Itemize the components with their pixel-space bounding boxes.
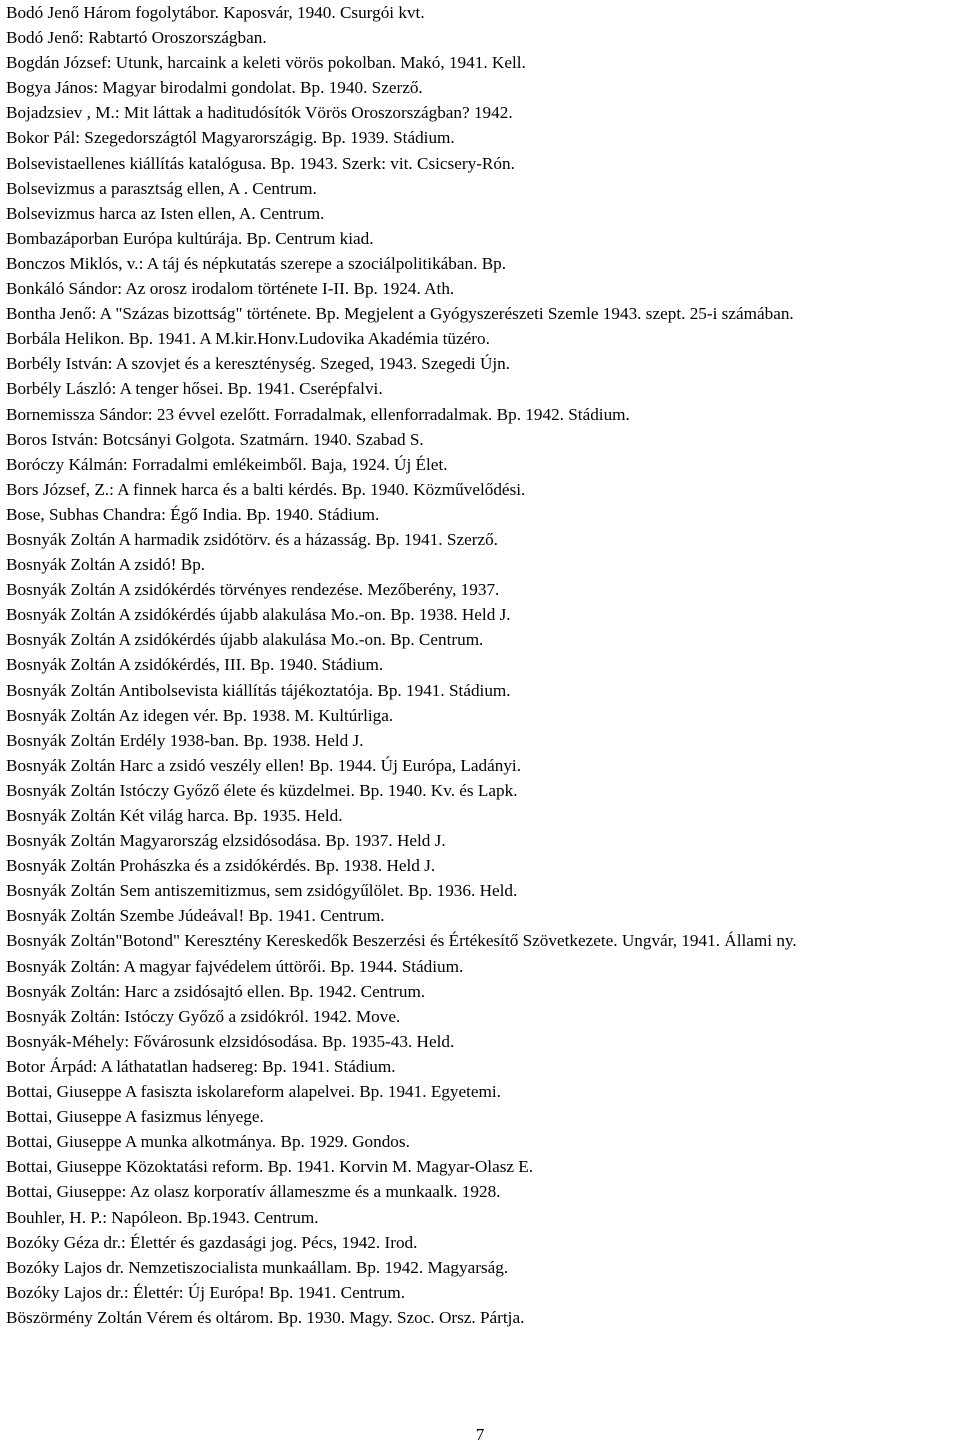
bibliography-entry: Bors József, Z.: A finnek harca és a balti kérdés. Bp. 1940. Közművelődési. [6,479,526,499]
bibliography-entry: Boros István: Botcsányi Golgota. Szatmárn. 1940. Szabad S. [6,429,424,449]
bibliography-entry: Bouhler, H. P.: Napóleon. Bp.1943. Centrum. [6,1207,319,1227]
bibliography-entry: Bolsevizmus harca az Isten ellen, A. Centrum. [6,203,325,223]
bibliography-entry: Bottai, Giuseppe Közoktatási reform. Bp. 1941. Korvin M. Magyar-Olasz E. [6,1157,534,1177]
bibliography-entry: Bontha Jenő: A "Százas bizottság" története. Bp. Megjelent a Gyógyszerészeti Szemle 1943. szept. 25-i számában. [6,304,794,324]
bibliography-entry: Borbély István: A szovjet és a kereszténység. Szeged, 1943. Szegedi Újn. [6,354,511,374]
bibliography-entry: Bodó Jenő: Rabtartó Oroszországban. [6,28,267,48]
bibliography-entry: Bosnyák Zoltán: Istóczy Győző a zsidókról. 1942. Move. [6,1006,401,1026]
bibliography-entry: Bosnyák Zoltán A harmadik zsidótörv. és a házasság. Bp. 1941. Szerző. [6,529,498,549]
bibliography-entry: Bosnyák Zoltán A zsidókérdés újabb alakulása Mo.-on. Bp. Centrum. [6,630,484,650]
bibliography-entry: Bosnyák Zoltán: Harc a zsidósajtó ellen. Bp. 1942. Centrum. [6,981,426,1001]
bibliography-entry: Bonkáló Sándor: Az orosz irodalom története I-II. Bp. 1924. Ath. [6,279,455,299]
bibliography-entry: Bosnyák Zoltán Az idegen vér. Bp. 1938. M. Kultúrliga. [6,705,394,725]
bibliography-entry: Bosnyák Zoltán Két világ harca. Bp. 1935. Held. [6,806,343,825]
bibliography-entry: Bosnyák-Méhely: Fővárosunk elzsidósodása. Bp. 1935-43. Held. [6,1031,455,1051]
bibliography-entry: Bottai, Giuseppe A munka alkotmánya. Bp. 1929. Gondos. [6,1132,410,1152]
bibliography-entry: Bosnyák Zoltán: A magyar fajvédelem úttörői. Bp. 1944. Stádium. [6,956,464,976]
bibliography-entry: Bosnyák Zoltán A zsidó! Bp. [6,555,206,575]
bibliography-entry: Bosnyák Zoltán Magyarország elzsidósodása. Bp. 1937. Held J. [6,831,446,851]
bibliography-entry: Bosnyák Zoltán Istóczy Győző élete és küzdelmei. Bp. 1940. Kv. és Lapk. [6,780,518,800]
page-number: 7 [475,1425,485,1444]
bibliography-entry: Bornemissza Sándor: 23 évvel ezelőtt. Forradalmak, ellenforradalmak. Bp. 1942. Stádium. [6,404,630,424]
bibliography-entry: Bozóky Lajos dr.: Élettér: Új Európa! Bp. 1941. Centrum. [6,1282,406,1302]
bibliography-entry: Bosnyák Zoltán Erdély 1938-ban. Bp. 1938. Held J. [6,730,364,750]
bibliography-entry: Bottai, Giuseppe: Az olasz korporatív állameszme és a munkaalk. 1928. [6,1182,501,1202]
bibliography-entry: Borbély László: A tenger hősei. Bp. 1941. Cserépfalvi. [6,379,383,399]
bibliography-entry: Bosnyák Zoltán A zsidókérdés újabb alakulása Mo.-on. Bp. 1938. Held J. [6,605,511,625]
bibliography-entry: Bolsevistaellenes kiállítás katalógusa. Bp. 1943. Szerk: vit. Csicsery-Rón. [6,153,515,173]
bibliography-entry: Bose, Subhas Chandra: Égő India. Bp. 1940. Stádium. [6,504,380,524]
bibliography-entry: Bottai, Giuseppe A fasizmus lényege. [6,1107,264,1127]
bibliography-list [6,0,958,1330]
bibliography-entry: Bosnyák Zoltán Sem antiszemitizmus, sem zsidógyűlölet. Bp. 1936. Held. [6,881,518,901]
bibliography-entry: Botor Árpád: A láthatatlan hadsereg: Bp. 1941. Stádium. [6,1056,396,1076]
bibliography-entry: Bosnyák Zoltán A zsidókérdés, III. Bp. 1940. Stádium. [6,655,384,675]
bibliography-entry: Bosnyák Zoltán Harc a zsidó veszély ellen! Bp. 1944. Új Európa, Ladányi. [6,755,522,775]
bibliography-entry: Bojadzsiev , M.: Mit láttak a haditudósítók Vörös Oroszországban? 1942. [6,103,513,123]
bibliography-entry: Bokor Pál: Szegedországtól Magyarországig. Bp. 1939. Stádium. [6,128,455,148]
bibliography-entry: Bosnyák Zoltán Antibolsevista kiállítás tájékoztatója. Bp. 1941. Stádium. [6,680,511,700]
bibliography-entry: Bodó Jenő Három fogolytábor. Kaposvár, 1940. Csurgói kvt. [6,3,425,22]
bibliography-entry: Bombazáporban Európa kultúrája. Bp. Centrum kiad. [6,228,374,248]
bibliography-entry: Bogya János: Magyar birodalmi gondolat. Bp. 1940. Szerző. [6,78,423,98]
bibliography-entry: Bolsevizmus a parasztság ellen, A . Centrum. [6,178,317,198]
bibliography-entry: Borbála Helikon. Bp. 1941. A M.kir.Honv.Ludovika Akadémia tüzéro. [6,329,490,349]
bibliography-entry: Bosnyák Zoltán"Botond" Keresztény Kereskedők Beszerzési és Értékesítő Szövetkezete. Ungvár, 1941. Állami ny. [6,931,797,951]
bibliography-entry: Bosnyák Zoltán Szembe Júdeával! Bp. 1941. Centrum. [6,906,385,926]
bibliography-entry: Bozóky Géza dr.: Élettér és gazdasági jog. Pécs, 1942. Irod. [6,1232,418,1252]
bibliography-entry: Böszörmény Zoltán Vérem és oltárom. Bp. 1930. Magy. Szoc. Orsz. Pártja. [6,1307,525,1327]
bibliography-entry: Boróczy Kálmán: Forradalmi emlékeimből. Baja, 1924. Új Élet. [6,454,448,474]
bibliography-entry: Bosnyák Zoltán A zsidókérdés törvényes rendezése. Mezőberény, 1937. [6,580,500,600]
bibliography-entry: Bogdán József: Utunk, harcaink a keleti vörös pokolban. Makó, 1941. Kell. [6,53,526,73]
bibliography-entry: Bottai, Giuseppe A fasiszta iskolareform alapelvei. Bp. 1941. Egyetemi. [6,1082,501,1102]
bibliography-entry: Bozóky Lajos dr. Nemzetiszocialista munkaállam. Bp. 1942. Magyarság. [6,1257,509,1277]
bibliography-entry: Bosnyák Zoltán Prohászka és a zsidókérdés. Bp. 1938. Held J. [6,856,436,876]
bibliography-entry: Bonczos Miklós, v.: A táj és népkutatás szerepe a szociálpolitikában. Bp. [6,253,507,273]
